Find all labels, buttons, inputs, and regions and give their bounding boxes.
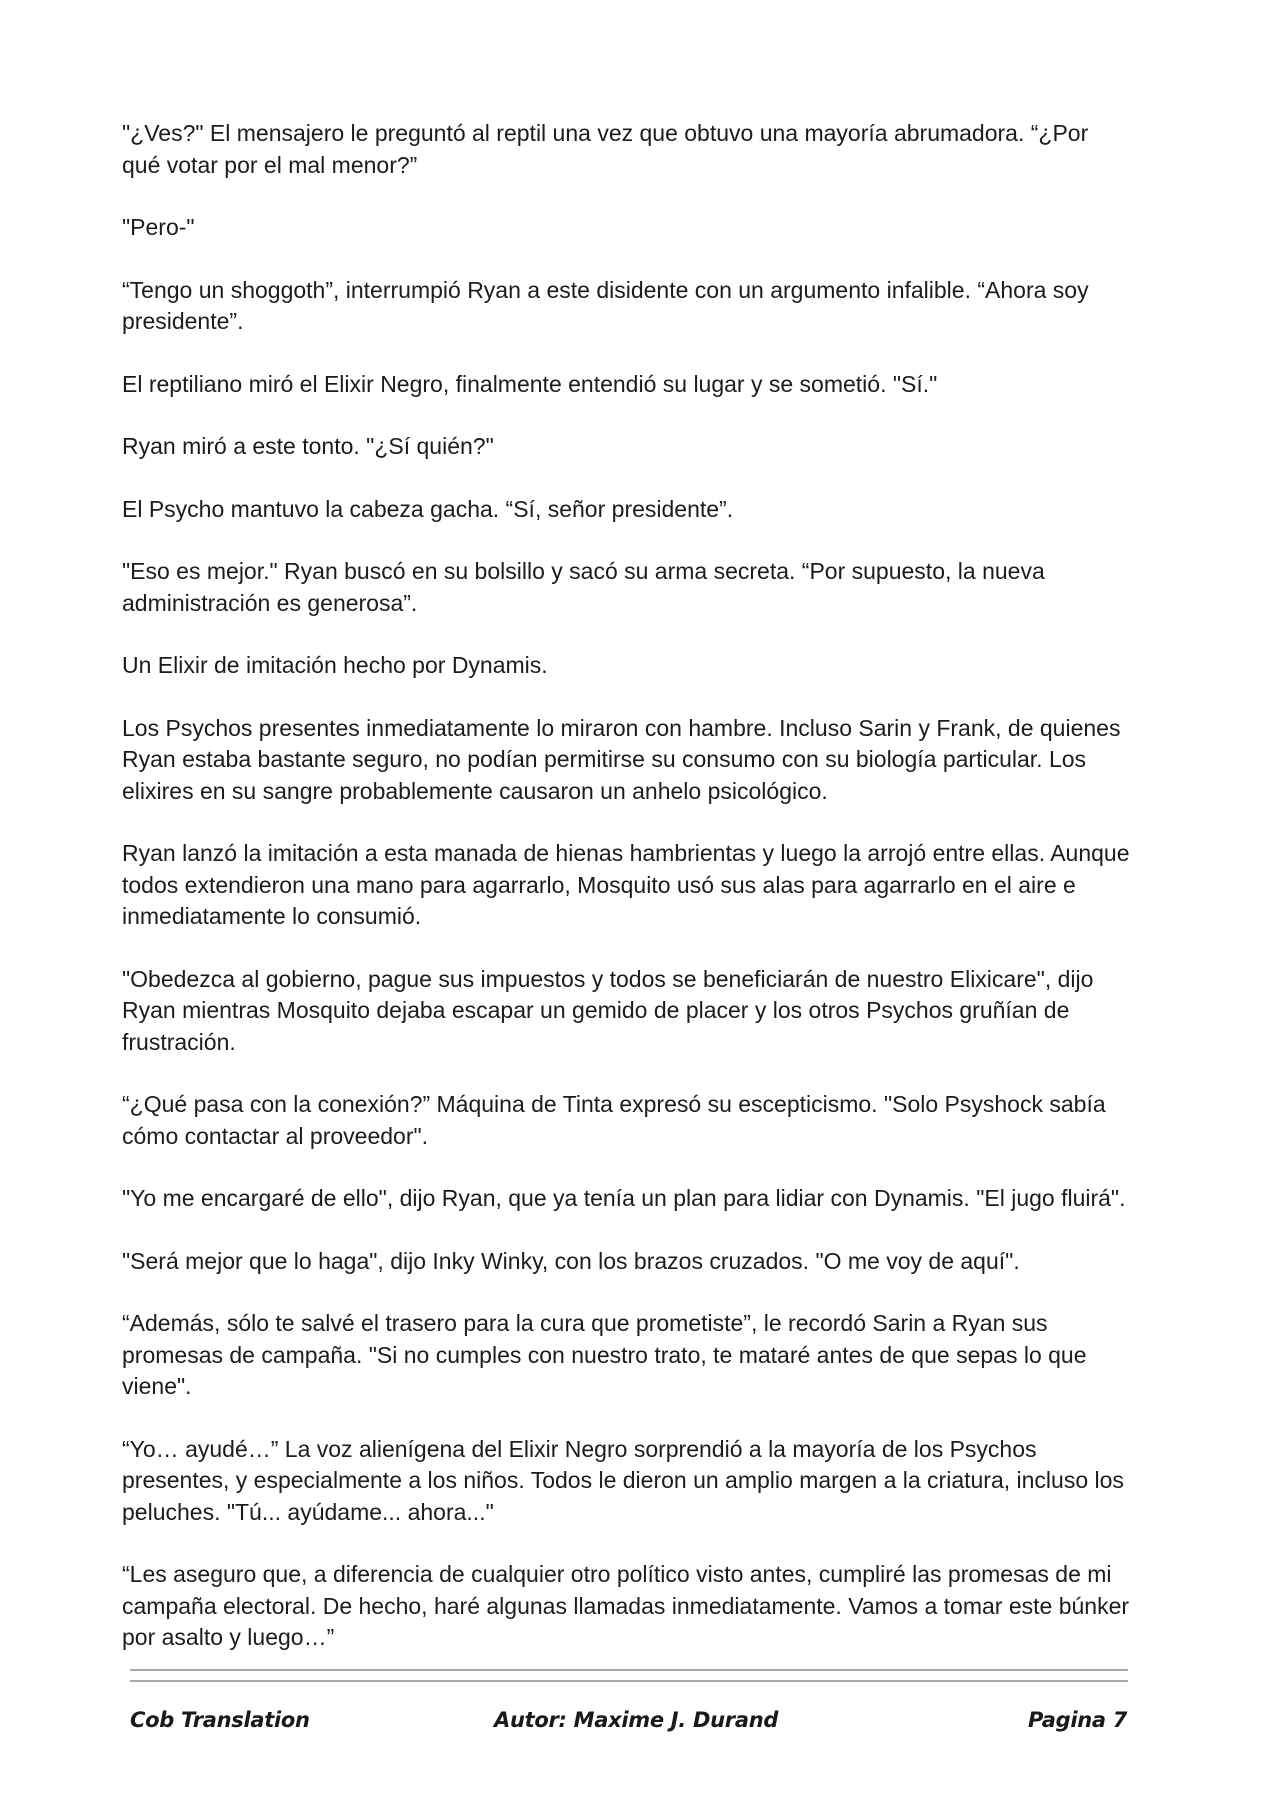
paragraph: "Obedezca al gobierno, pague sus impuestos y todos se beneficiarán de nuestro Elixicare", dijo Ryan mientras Mosquito dejaba escapar un gemido de placer y los otros Psychos gruñían de frustración. (122, 965, 1094, 1055)
paragraph: El reptiliano miró el Elixir Negro, finalmente entendió su lugar y se sometió. "Sí." (122, 370, 938, 397)
paragraph: "Eso es mejor." Ryan buscó en su bolsillo y sacó su arma secreta. “Por supuesto, la nueva administración es generosa”. (122, 558, 1045, 616)
footer-divider-top (130, 1669, 1128, 1671)
paragraph: Un Elixir de imitación hecho por Dynamis. (122, 652, 548, 678)
footer-page-number: Pagina 7 (1028, 1708, 1128, 1732)
paragraph: "Pero-" (122, 214, 195, 240)
paragraph: Ryan miró a este tonto. "¿Sí quién?" (122, 433, 494, 459)
paragraph: "Yo me encargaré de ello", dijo Ryan, que ya tenía un plan para lidiar con Dynamis. "El jugo fluirá". (122, 1185, 1126, 1211)
paragraph: “Tengo un shoggoth”, interrumpió Ryan a este disidente con un argumento infalible. “Ahora soy presidente”. (122, 276, 1089, 334)
paragraph: “Les aseguro que, a diferencia de cualquier otro político visto antes, cumpliré las promesas de mi campaña electoral. De hecho, haré algunas llamadas inmediatamente. Vamos a tomar este búnker por asalto y luego…” (122, 1561, 1130, 1650)
paragraph: Ryan lanzó la imitación a esta manada de hienas hambrientas y luego la arrojó entre ellas. Aunque todos extendieron una mano para agarrarlo, Mosquito usó sus alas para agarrarlo en el aire e inmediatamente lo consumió. (122, 840, 1130, 929)
paragraph: “Además, sólo te salvé el trasero para la cura que prometiste”, le recordó Sarin a Ryan sus promesas de campaña. "Si no cumples con nuestro trato, te mataré antes de que sepas lo que viene". (122, 1310, 1087, 1399)
paragraph: “Yo… ayudé…” La voz alienígena del Elixir Negro sorprendió a la mayoría de los Psychos presentes, y especialmente a los niños. Todos le dieron un amplio margen a la criatura, incluso los peluches. "Tú... ayúdame... ahora..." (122, 1435, 1124, 1525)
paragraph: Los Psychos presentes inmediatamente lo miraron con hambre. Incluso Sarin y Frank, de quienes Ryan estaba bastante seguro, no podían permitirse su consumo con su biología particular. Los elixires en su sangre probablemente causaron un anhelo psicológico. (122, 714, 1121, 804)
footer-author: Autor: Maxime J. Durand (494, 1708, 779, 1732)
paragraph: El Psycho mantuvo la cabeza gacha. “Sí, señor presidente”. (122, 495, 734, 522)
paragraph: "Será mejor que lo haga", dijo Inky Winky, con los brazos cruzados. "O me voy de aquí". (122, 1247, 1020, 1274)
footer-divider-bottom (130, 1680, 1128, 1682)
paragraph: “¿Qué pasa con la conexión?” Máquina de Tinta expresó su escepticismo. "Solo Psyshock sabía cómo contactar al proveedor". (122, 1091, 1106, 1149)
body-text (122, 118, 1132, 1685)
paragraph: "¿Ves?" El mensajero le preguntó al reptil una vez que obtuvo una mayoría abrumadora. “¿Por qué votar por el mal menor?” (122, 120, 1089, 178)
footer-translator: Cob Translation (130, 1708, 310, 1732)
